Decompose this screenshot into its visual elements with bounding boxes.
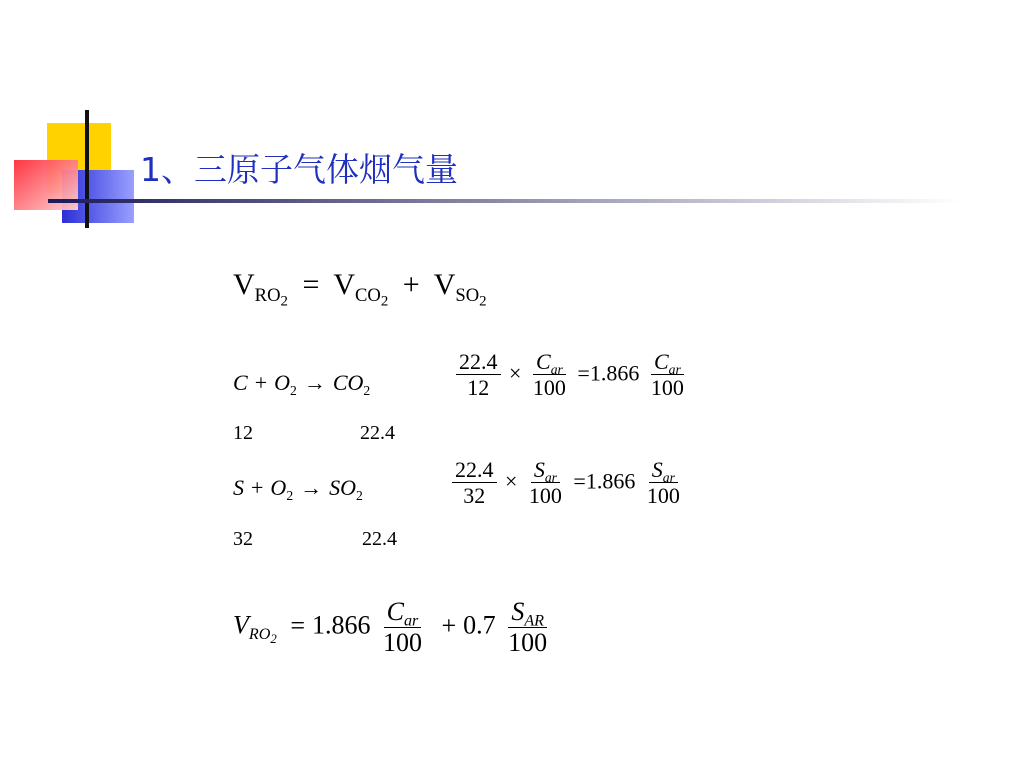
slide-title: 1、三原子气体烟气量 xyxy=(140,150,458,189)
sulfur-calculation: $\frac{22.4}{32}$ × $\frac{S_{ar}}{100}$ =1.866 $\frac{S_{ar}}{100}$ xyxy=(449,458,686,508)
sulfur-reaction: $S + O_2 \to SO_2$ xyxy=(233,475,363,503)
carbon-mass-right: 22.4 xyxy=(360,422,395,444)
carbon-mass-left: 12 xyxy=(233,422,253,444)
carbon-reaction: $C + O_2 \to CO_2$ xyxy=(233,370,371,398)
formula-main: $V_{RO_2} = V_{CO_2} + V_{SO_2}$ xyxy=(233,268,487,309)
sulfur-mass-left: 32 xyxy=(233,528,253,550)
carbon-calculation: $\frac{22.4}{12}$ × $\frac{C_{ar}}{100}$ =1.866 $\frac{C_{ar}}{100}$ xyxy=(453,350,690,400)
final-formula: $V_{RO_2} = 1.866$ $\frac{C_{ar}}{100}$ + 0.7 $\frac{S_{AR}}{100}$ xyxy=(233,597,548,657)
vertical-rule xyxy=(85,110,89,228)
horizontal-rule xyxy=(48,199,960,203)
sulfur-mass-right: 22.4 xyxy=(362,528,397,550)
